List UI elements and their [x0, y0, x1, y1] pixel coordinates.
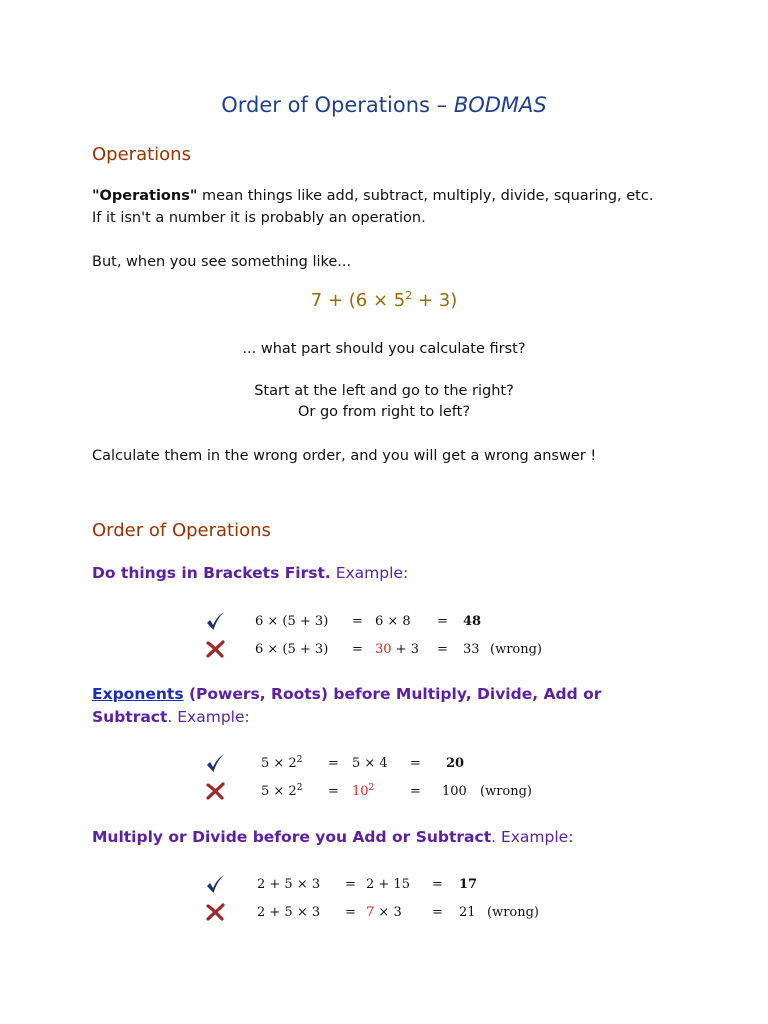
example-1-wrong-row — [205, 642, 605, 662]
operations-term: "Operations" — [92, 188, 198, 204]
example-expression-text: 2 + 5 × 3 — [257, 905, 321, 920]
question-2: Start at the left and go to the right? — [254, 383, 514, 399]
equals-sign: = — [410, 756, 421, 771]
wrong-note: (wrong) — [490, 642, 543, 657]
rule-multiply-divide — [92, 826, 682, 849]
example-step: 5 × 4 — [352, 756, 388, 771]
equals-sign: = — [352, 614, 363, 629]
title-italic: BODMAS — [453, 93, 547, 117]
check-icon — [205, 612, 225, 632]
equals-sign: = — [345, 905, 356, 920]
correct-result: 17 — [459, 877, 478, 892]
rule-multiply-divide-example-label: . Example: — [491, 828, 574, 846]
intro-paragraph — [92, 185, 653, 229]
expression-base: 5 × 2 — [261, 784, 297, 799]
equals-sign: = — [432, 877, 443, 892]
example-expression-text — [261, 756, 302, 771]
expression-base: 5 × 2 — [261, 756, 297, 771]
example-expression-text: 6 × (5 + 3) — [255, 614, 329, 629]
rule-exponents-text: (Powers, Roots) before Multiply, Divide, Add or Subtract — [92, 685, 602, 726]
rule-brackets-text: Do things in Brackets First. — [92, 564, 331, 582]
example-expression — [0, 290, 768, 311]
expression-exponent: 2 — [296, 783, 303, 793]
check-icon — [205, 754, 225, 774]
equals-sign: = — [345, 877, 356, 892]
rule-exponents — [92, 683, 682, 729]
expression-exponent: 2 — [296, 755, 303, 765]
equals-sign: = — [437, 614, 448, 629]
example-expression-text: 2 + 5 × 3 — [257, 877, 321, 892]
wrong-step-rest: × 3 — [374, 905, 402, 920]
heading-operations: Operations — [92, 144, 191, 165]
example-step — [366, 905, 402, 920]
example-2-correct-row — [205, 756, 605, 776]
rule-brackets — [92, 562, 682, 585]
rule-exponents-example-label: . Example: — [167, 708, 250, 726]
wrong-result: 100 — [442, 784, 467, 799]
correct-result: 48 — [463, 614, 482, 629]
exponents-link[interactable]: Exponents — [92, 685, 184, 703]
cross-icon — [205, 782, 225, 802]
intro-line-1-rest: mean things like add, subtract, multiply, divide, squaring, etc. — [197, 188, 654, 204]
wrong-step-value: 7 — [366, 905, 375, 920]
equals-sign: = — [328, 784, 339, 799]
expression-tail: + 3) — [412, 290, 458, 311]
example-3-correct-row — [205, 877, 605, 897]
equals-sign: = — [432, 905, 443, 920]
wrong-step-base: 10 — [352, 784, 369, 799]
example-expression-text — [261, 784, 302, 799]
page-title — [0, 93, 768, 117]
rule-brackets-example-label: Example: — [330, 564, 409, 582]
equals-sign: = — [410, 784, 421, 799]
equals-sign: = — [352, 642, 363, 657]
wrong-result: 33 — [463, 642, 480, 657]
example-step: 6 × 8 — [375, 614, 411, 629]
expression-base: 7 + (6 × 5 — [310, 290, 406, 311]
equals-sign: = — [328, 756, 339, 771]
rule-multiply-divide-text: Multiply or Divide before you Add or Subtract — [92, 828, 492, 846]
cross-icon — [205, 903, 225, 923]
expression-exponent: 2 — [405, 289, 413, 302]
question-1: ... what part should you calculate first? — [242, 341, 526, 357]
cross-icon — [205, 640, 225, 660]
equals-sign: = — [437, 642, 448, 657]
example-3-wrong-row — [205, 905, 605, 925]
example-1-correct-row — [205, 614, 605, 634]
wrong-step-rest: + 3 — [391, 642, 419, 657]
wrong-step-value: 30 — [375, 642, 392, 657]
wrong-result: 21 — [459, 905, 476, 920]
check-icon — [205, 875, 225, 895]
wrong-step-value — [352, 784, 374, 799]
correct-result: 20 — [446, 756, 465, 771]
title-main: Order of Operations – — [221, 93, 454, 117]
heading-order-of-operations: Order of Operations — [92, 520, 271, 541]
intro-line-2: If it isn't a number it is probably an operation. — [92, 210, 426, 226]
wrong-note: (wrong) — [487, 905, 540, 920]
example-step — [375, 642, 419, 657]
wrong-note: (wrong) — [480, 784, 533, 799]
wrong-order-warning: Calculate them in the wrong order, and you will get a wrong answer ! — [92, 448, 597, 464]
wrong-step-exponent: 2 — [368, 783, 375, 793]
intro-line-3: But, when you see something like... — [92, 254, 352, 270]
question-3: Or go from right to left? — [297, 404, 471, 420]
intro-line-1 — [92, 185, 653, 207]
example-expression-text: 6 × (5 + 3) — [255, 642, 329, 657]
example-step: 2 + 15 — [366, 877, 410, 892]
example-2-wrong-row — [205, 784, 605, 804]
